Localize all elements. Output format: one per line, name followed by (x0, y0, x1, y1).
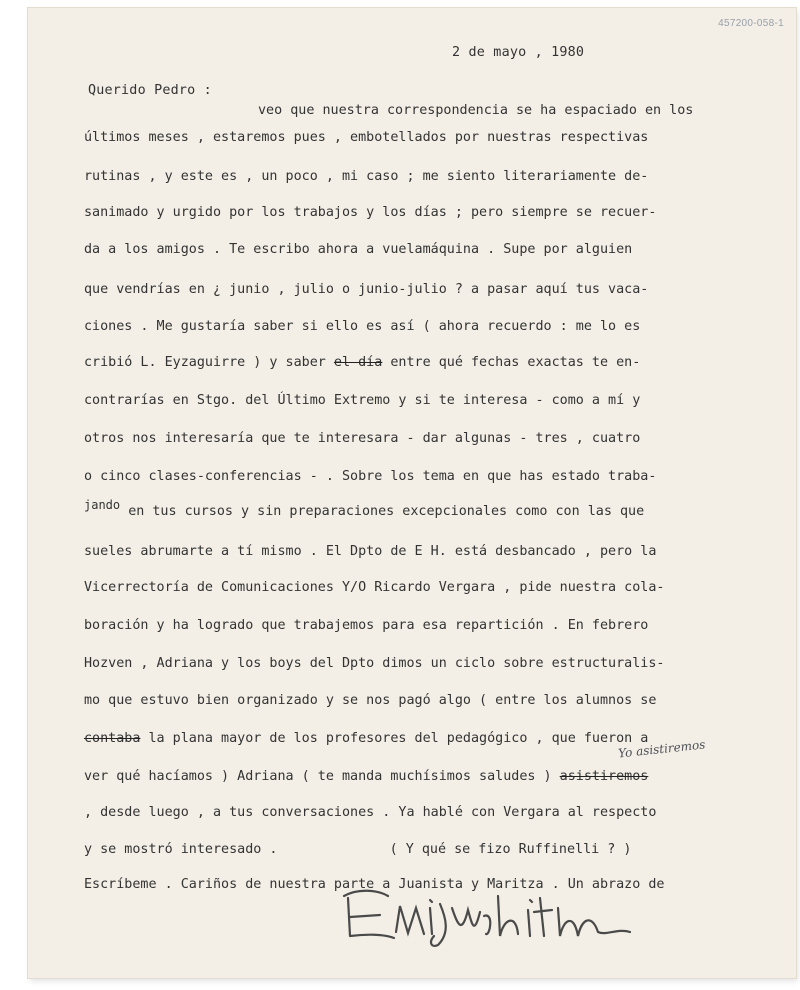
line-8-end: entre qué fechas exactas te en- (390, 355, 641, 370)
line-17: mo que estuvo bien organizado y se nos pagó algo ( entre los alumnos se (84, 693, 657, 708)
line-19 (84, 770, 648, 783)
line-14: Vicerrectoría de Comunicaciones Y/O Ricardo Vergara , pide nuestra cola- (84, 580, 665, 595)
line-16: Hozven , Adriana y los boys del Dpto dimos un ciclo sobre estructuralis- (84, 656, 665, 671)
line-7: ciones . Me gustaría saber si ello es así ( ahora recuerdo : me lo es (84, 319, 641, 334)
line-2: últimos meses , estaremos pues , embotellados por nuestras respectivas (84, 130, 649, 145)
line-12 (84, 498, 645, 519)
line-18-text: la plana mayor de los profesores del pedagógico , que fueron a (148, 731, 649, 746)
struck-asistiremos: asistiremos (559, 769, 649, 784)
line-20: , desde luego , a tus conversaciones . Ya hablé con Vergara al respecto (84, 805, 657, 820)
line-21 (84, 843, 631, 856)
line-5: da a los amigos . Te escribo ahora a vuelamáquina . Supe por alguien (84, 242, 633, 257)
line-8-start: cribió L. Eyzaguirre ) y saber (84, 355, 326, 370)
line-10: otros nos interesaría que te interesara - dar algunas - tres , cuatro (84, 431, 641, 446)
line-8 (84, 356, 640, 369)
line-3: rutinas , y este es , un poco , mi caso ; me siento literariamente de- (84, 169, 649, 184)
catalog-number: 457200-058-1 (718, 18, 784, 29)
struck-text: el día (333, 355, 383, 370)
line-4: sanimado y urgido por los trabajos y los días ; pero siempre se recuer- (84, 205, 657, 220)
letter-page (28, 8, 796, 978)
line-22: Escríbeme . Cariños de nuestra parte a Juanista y Maritza . Un abrazo de (84, 877, 665, 892)
line-12-text: en tus cursos y sin preparaciones excepcionales como con las que (128, 504, 645, 519)
line-21-text: y se mostró interesado . (84, 842, 278, 857)
line-19-text: ver qué hacíamos ) Adriana ( te manda muchísimos saludes ) (84, 769, 552, 784)
line-18 (84, 732, 648, 745)
line-21-aside: ( Y qué se fizo Ruffinelli ? ) (389, 842, 632, 857)
letter-date: 2 de mayo , 1980 (452, 45, 585, 60)
salutation: Querido Pedro : (88, 83, 212, 98)
line-15: boración y ha logrado que trabajemos para esa repartición . En febrero (84, 618, 649, 633)
line-6: que vendrías en ¿ junio , julio o junio-julio ? a pasar aquí tus vaca- (84, 282, 649, 297)
line-1: veo que nuestra correspondencia se ha espaciado en los (258, 103, 694, 118)
line-11: o cinco clases-conferencias - . Sobre los tema en que has estado traba- (84, 469, 657, 484)
line-9: contrarías en Stgo. del Último Extremo y si te interesa - como a mí y (84, 393, 641, 408)
signature-image (338, 878, 638, 948)
struck-contaba: contaba (84, 731, 141, 746)
handwritten-correction: Yo asistiremos (617, 737, 706, 761)
line-13: sueles abrumarte a tí mismo . El Dpto de E H. está desbancado , pero la (84, 544, 657, 559)
superscript-jando: jando (84, 498, 121, 512)
